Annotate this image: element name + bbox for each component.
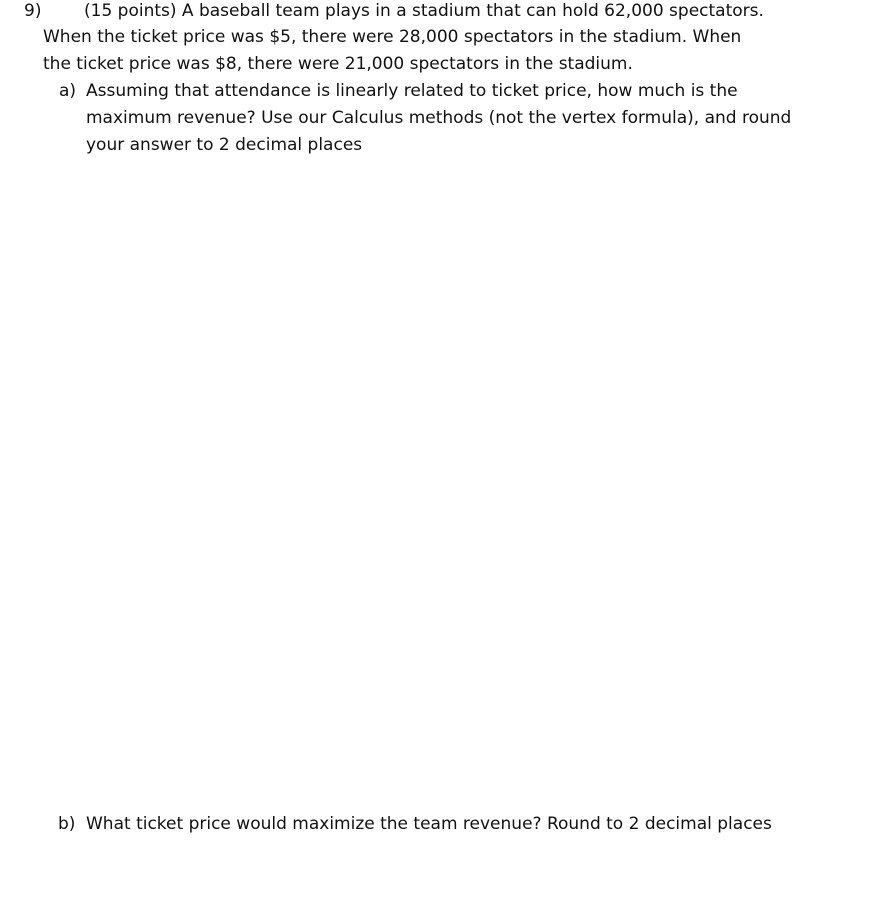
problem-stem-line-1: A baseball team plays in a stadium that can hold 62,000 spectators. [181, 1, 764, 21]
part-a-label: a) [59, 81, 77, 101]
part-a-line-3: your answer to 2 decimal places [86, 135, 363, 155]
part-b-label: b) [58, 814, 76, 834]
problem-points: (15 points) [84, 1, 177, 21]
problem-stem-line-2: When the ticket price was $5, there were 28,000 spectators in the stadium. When [43, 27, 742, 47]
part-b-text: What ticket price would maximize the team revenue? Round to 2 decimal places [86, 814, 772, 834]
part-a-line-2: maximum revenue? Use our Calculus methods (not the vertex formula), and round [86, 108, 792, 128]
answer-space-a[interactable] [86, 165, 826, 795]
problem-number: 9) [24, 1, 42, 21]
problem-stem-line-3: the ticket price was $8, there were 21,000 spectators in the stadium. [43, 54, 633, 74]
problem-header [84, 0, 764, 24]
answer-space-b[interactable] [86, 845, 826, 895]
part-a-line-1: Assuming that attendance is linearly related to ticket price, how much is the [86, 81, 738, 101]
